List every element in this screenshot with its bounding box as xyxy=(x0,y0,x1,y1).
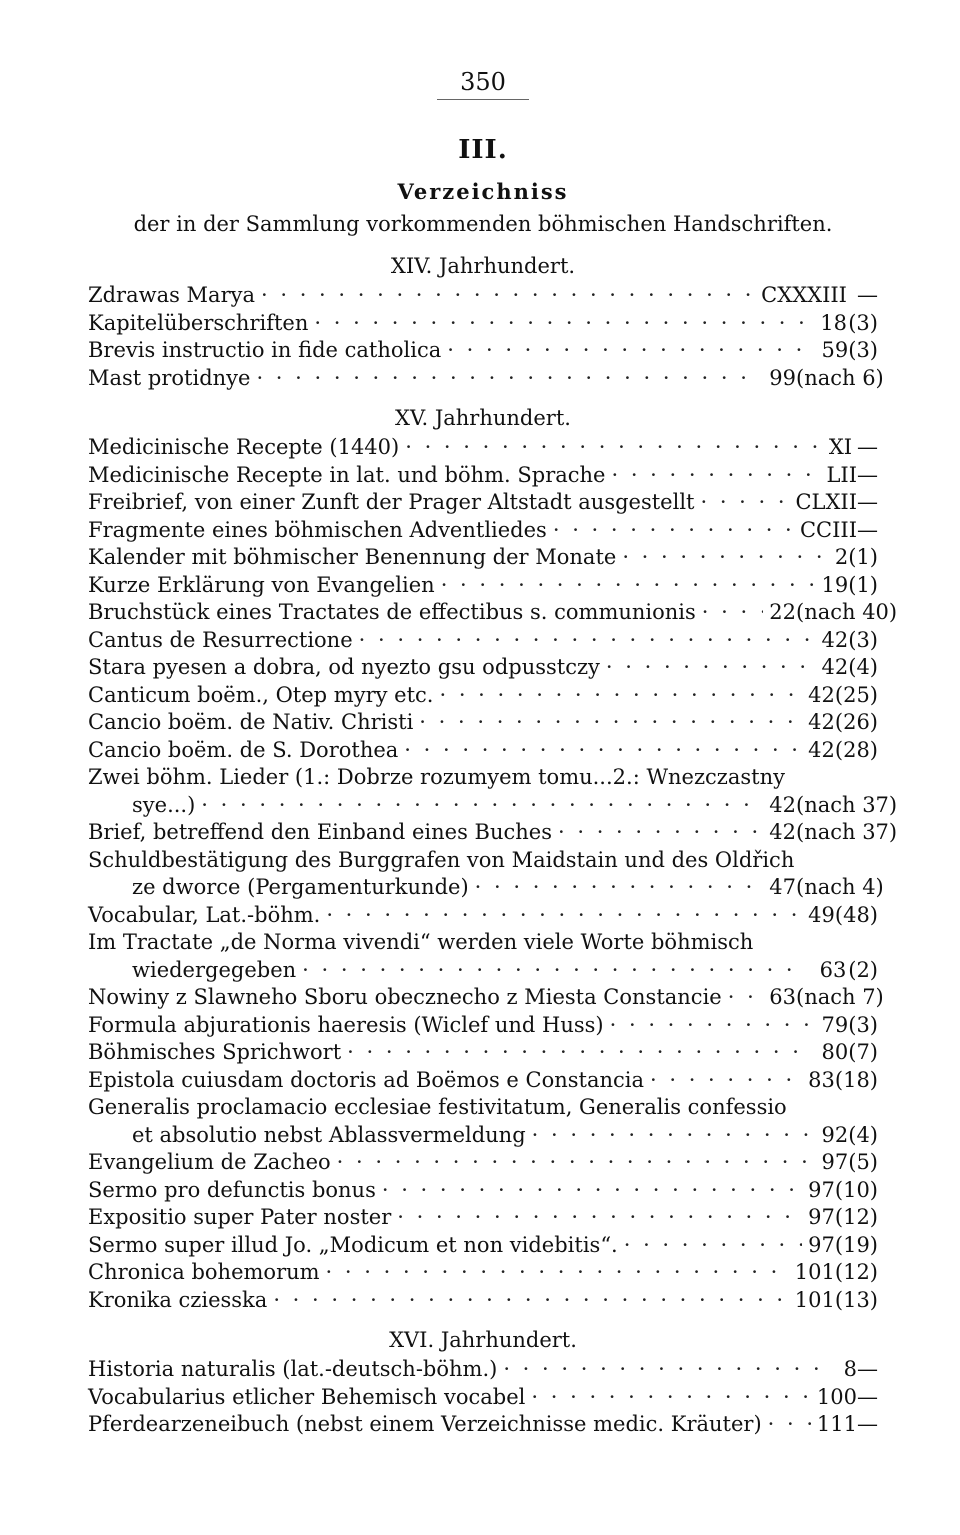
list-item xyxy=(88,819,898,847)
list-item xyxy=(88,902,878,930)
list-item xyxy=(88,434,878,462)
list-item xyxy=(88,792,898,820)
dot-leader xyxy=(397,1204,801,1232)
entry-list xyxy=(88,282,884,392)
entry-note: (19) xyxy=(834,1232,878,1257)
dot-leader xyxy=(611,462,820,490)
entry-page-ref: 97 xyxy=(808,1177,835,1202)
entry-label-first: Zwei böhm. Lieder (1.: Dobrze rozumyem tomu...2.: Wnezczastny xyxy=(88,765,785,789)
entry-note: (12) xyxy=(834,1205,878,1229)
entry-note: (4) xyxy=(848,655,878,679)
entry-label: Epistola cuiusdam doctoris ad Boëmos e Constancia xyxy=(88,1067,644,1092)
entry-page-ref: 49 xyxy=(808,902,835,927)
entry-label: Freibrief, von einer Zunft der Prager Altstadt ausgestellt xyxy=(88,490,695,514)
entry-page-ref: 99 xyxy=(769,365,796,390)
list-item xyxy=(88,365,884,393)
entry-note: (1) xyxy=(848,572,878,597)
entry-page-ref: 101 xyxy=(794,1260,835,1284)
entry-note: (48) xyxy=(834,902,878,927)
list-item xyxy=(88,337,878,365)
dot-leader xyxy=(201,792,753,820)
entry-label: Kalender mit böhmischer Benennung der Monate xyxy=(88,545,617,569)
dot-leader xyxy=(419,709,802,737)
entry-note: — xyxy=(857,435,878,459)
dot-leader xyxy=(359,627,812,655)
dot-leader xyxy=(439,682,802,710)
entry-note: (3) xyxy=(848,338,878,362)
entry-page-ref: 22 xyxy=(769,600,796,624)
entry-label: Sermo pro defunctis bonus xyxy=(88,1177,376,1202)
section-numeral: III. xyxy=(458,135,508,165)
document-subtitle: der in der Sammlung vorkommenden böhmischen Handschriften. xyxy=(133,212,833,236)
entry-label: Pferdearzeneibuch (nebst einem Verzeichnisse medic. Kräuter) xyxy=(88,1412,762,1436)
dot-leader xyxy=(326,902,797,930)
list-item xyxy=(88,282,878,310)
list-item xyxy=(88,1122,878,1150)
entry-note: (nach 37) xyxy=(796,792,898,817)
entry-label: Medicinische Recepte (1440) xyxy=(88,435,400,459)
list-item xyxy=(88,1012,878,1040)
list-item xyxy=(88,1204,878,1232)
dot-leader xyxy=(475,874,764,902)
entry-note: (1) xyxy=(848,545,878,569)
dot-leader xyxy=(382,1177,801,1205)
entry-label-first: Im Tractate „de Norma vivendi“ werden viele Worte böhmisch xyxy=(88,930,754,954)
list-item xyxy=(88,310,878,338)
entry-label: Brevis instructio in fide catholica xyxy=(88,338,442,362)
entry-label: Cancio boëm. de Nativ. Christi xyxy=(88,710,414,734)
dot-leader xyxy=(273,1287,788,1315)
list-item xyxy=(88,957,878,985)
document-page xyxy=(88,62,898,1439)
list-item xyxy=(88,1384,878,1412)
entry-note: (3) xyxy=(848,627,878,652)
page-number: 350 xyxy=(460,68,506,96)
list-item xyxy=(88,737,878,765)
entry-page-ref: 19 xyxy=(821,572,849,597)
dot-leader xyxy=(256,365,756,393)
dot-leader xyxy=(302,957,806,985)
entry-first-line xyxy=(88,1094,878,1122)
entry-page-ref: 8 xyxy=(843,1357,857,1381)
dot-leader xyxy=(622,544,828,572)
century-heading: XIV. Jahrhundert. xyxy=(390,254,576,278)
entry-note: (5) xyxy=(848,1150,878,1174)
entry-note: (10) xyxy=(834,1177,878,1202)
entry-label: Formula abjurationis haeresis (Wiclef und Huss) xyxy=(88,1012,604,1037)
entry-label: Böhmisches Sprichwort xyxy=(88,1040,342,1064)
entry-page-ref: 2 xyxy=(834,545,849,569)
entry-label: Zdrawas Marya xyxy=(88,283,255,307)
entry-list xyxy=(88,1356,878,1439)
entry-page-ref: CXXXIII xyxy=(761,283,847,307)
entry-first-line xyxy=(88,764,878,792)
entry-page-ref: 97 xyxy=(808,1205,835,1229)
entry-page-ref: 100 xyxy=(816,1384,857,1409)
entry-note: (nach 4) xyxy=(796,875,884,899)
entry-label: Expositio super Pater noster xyxy=(88,1205,392,1229)
entry-page-ref: 42 xyxy=(808,682,835,707)
entry-page-ref: 18 xyxy=(820,310,848,335)
entry-note: (28) xyxy=(834,737,878,762)
dot-leader xyxy=(326,1259,789,1287)
entry-note: (2) xyxy=(848,957,878,982)
list-item xyxy=(88,1356,878,1384)
century-heading: XVI. Jahrhundert. xyxy=(389,1328,577,1352)
list-item xyxy=(88,1287,878,1315)
dot-leader xyxy=(261,282,755,310)
entry-page-ref: 80 xyxy=(821,1040,849,1064)
entry-label: Vocabular, Lat.-böhm. xyxy=(88,902,321,927)
dot-leader xyxy=(532,1122,816,1150)
entry-page-ref: LII xyxy=(826,462,857,487)
dot-leader xyxy=(553,517,794,545)
entry-label: Stara pyesen a dobra, od nyezto gsu odpusstczy xyxy=(88,655,600,679)
dot-leader xyxy=(650,1067,802,1095)
entry-page-ref: 47 xyxy=(769,875,796,899)
entry-label: wiedergegeben xyxy=(132,957,297,982)
entry-page-ref: 59 xyxy=(821,338,849,362)
entry-page-ref: 101 xyxy=(794,1287,835,1312)
entry-list xyxy=(88,434,898,1314)
dot-leader xyxy=(447,337,815,365)
dot-leader xyxy=(700,489,789,517)
list-item xyxy=(88,1149,878,1177)
document-title: Verzeichniss xyxy=(397,179,569,204)
list-item xyxy=(88,1067,878,1095)
entry-label: Bruchstück eines Tractates de effectibus s. communionis xyxy=(88,600,696,624)
entry-page-ref: XI xyxy=(828,435,853,459)
entry-page-ref: 97 xyxy=(808,1232,835,1257)
entry-page-ref: 63 xyxy=(769,985,796,1009)
list-item xyxy=(88,544,878,572)
entry-note: (nach 37) xyxy=(796,820,898,844)
dot-leader xyxy=(702,599,763,627)
dot-leader xyxy=(441,572,816,600)
entry-note: (7) xyxy=(848,1040,878,1064)
sections-container xyxy=(88,250,898,1439)
list-item xyxy=(88,599,898,627)
list-item xyxy=(88,517,878,545)
dot-leader xyxy=(503,1356,829,1384)
entry-label: Vocabularius etlicher Behemisch vocabel xyxy=(88,1384,526,1409)
entry-page-ref: 79 xyxy=(821,1012,849,1037)
dot-leader xyxy=(531,1384,811,1412)
entry-page-ref: CCIII xyxy=(799,517,857,542)
entry-first-line xyxy=(88,929,878,957)
list-item xyxy=(88,1177,878,1205)
entry-page-ref: 42 xyxy=(821,627,849,652)
entry-label: Sermo super illud Jo. „Modicum et non videbitis“. xyxy=(88,1232,618,1257)
entry-label: Cantus de Resurrectione xyxy=(88,627,353,652)
century-heading: XV. Jahrhundert. xyxy=(395,406,571,430)
entry-label: Canticum boëm., Otep myry etc. xyxy=(88,682,434,707)
entry-label: ze dworce (Pergamenturkunde) xyxy=(132,875,469,899)
entry-label: Brief, betreffend den Einband eines Buches xyxy=(88,820,552,844)
entry-note: (3) xyxy=(848,1012,878,1037)
dot-leader xyxy=(404,737,802,765)
entry-note: (nach 6) xyxy=(796,365,884,390)
dot-leader xyxy=(314,310,807,338)
entry-first-line xyxy=(88,847,878,875)
entry-label: Kronika cziesska xyxy=(88,1287,268,1312)
entry-page-ref: 83 xyxy=(808,1067,835,1092)
entry-note: (26) xyxy=(834,710,878,734)
dot-leader xyxy=(768,1411,811,1439)
entry-note: — xyxy=(857,462,878,487)
list-item xyxy=(88,1039,878,1067)
list-item xyxy=(88,572,878,600)
entry-page-ref: 42 xyxy=(769,792,796,817)
dot-leader xyxy=(610,1012,816,1040)
entry-note: — xyxy=(857,1384,878,1409)
entry-note: (4) xyxy=(848,1122,878,1147)
entry-note: (13) xyxy=(834,1287,878,1312)
list-item xyxy=(88,1259,878,1287)
entry-label: Fragmente eines böhmischen Adventliedes xyxy=(88,517,547,542)
entry-label: Kurze Erklärung von Evangelien xyxy=(88,572,435,597)
entry-label: Mast protidnye xyxy=(88,365,251,390)
list-item xyxy=(88,654,878,682)
dot-leader xyxy=(347,1039,811,1067)
entry-label: sye...) xyxy=(132,792,196,817)
list-item xyxy=(88,984,884,1012)
entry-note: — xyxy=(857,1357,878,1381)
entry-note: (18) xyxy=(834,1067,878,1092)
dot-leader xyxy=(624,1232,802,1260)
entry-page-ref: 92 xyxy=(821,1122,849,1147)
entry-note: (25) xyxy=(834,682,878,707)
entry-page-ref: CLXII xyxy=(795,490,857,514)
dot-leader xyxy=(728,984,764,1012)
list-item xyxy=(88,874,884,902)
list-item xyxy=(88,709,878,737)
list-item xyxy=(88,489,878,517)
list-item xyxy=(88,682,878,710)
entry-page-ref: 42 xyxy=(808,737,835,762)
entry-page-ref: 63 xyxy=(819,957,847,982)
list-item xyxy=(88,1232,878,1260)
entry-page-ref: 42 xyxy=(808,710,835,734)
entry-label: Medicinische Recepte in lat. und böhm. Sprache xyxy=(88,462,606,487)
list-item xyxy=(88,627,878,655)
entry-note: (nach 7) xyxy=(796,985,884,1009)
list-item xyxy=(88,1411,878,1439)
entry-label: Evangelium de Zacheo xyxy=(88,1150,331,1174)
entry-note: — xyxy=(857,1412,878,1436)
entry-label-first: Schuldbestätigung des Burggrafen von Maidstain und des Oldřich xyxy=(88,847,795,872)
entry-label: et absolutio nebst Ablassvermeldung xyxy=(132,1122,526,1147)
entry-label: Kapitelüberschriften xyxy=(88,310,309,335)
entry-label: Historia naturalis (lat.-deutsch-böhm.) xyxy=(88,1357,498,1381)
list-item xyxy=(88,462,878,490)
entry-label: Nowiny z Slawneho Sboru obecznecho z Miesta Constancie xyxy=(88,985,722,1009)
entry-page-ref: 97 xyxy=(821,1150,849,1174)
entry-note: (nach 40) xyxy=(796,600,898,624)
entry-page-ref: 111 xyxy=(816,1412,857,1436)
entry-page-ref: 42 xyxy=(769,820,796,844)
entry-note: — xyxy=(857,517,878,542)
dot-leader xyxy=(558,819,763,847)
dot-leader xyxy=(405,434,818,462)
entry-label: Cancio boëm. de S. Dorothea xyxy=(88,737,399,762)
entry-page-ref: 42 xyxy=(821,655,849,679)
entry-label: Chronica bohemorum xyxy=(88,1260,320,1284)
entry-note: (3) xyxy=(848,310,878,335)
dot-leader xyxy=(337,1149,811,1177)
entry-note: — xyxy=(857,490,878,514)
entry-label-first: Generalis proclamacio ecclesiae festivitatum, Generalis confessio xyxy=(88,1095,787,1119)
entry-note: — xyxy=(857,283,878,307)
entry-note: (12) xyxy=(834,1260,878,1284)
dot-leader xyxy=(606,654,816,682)
